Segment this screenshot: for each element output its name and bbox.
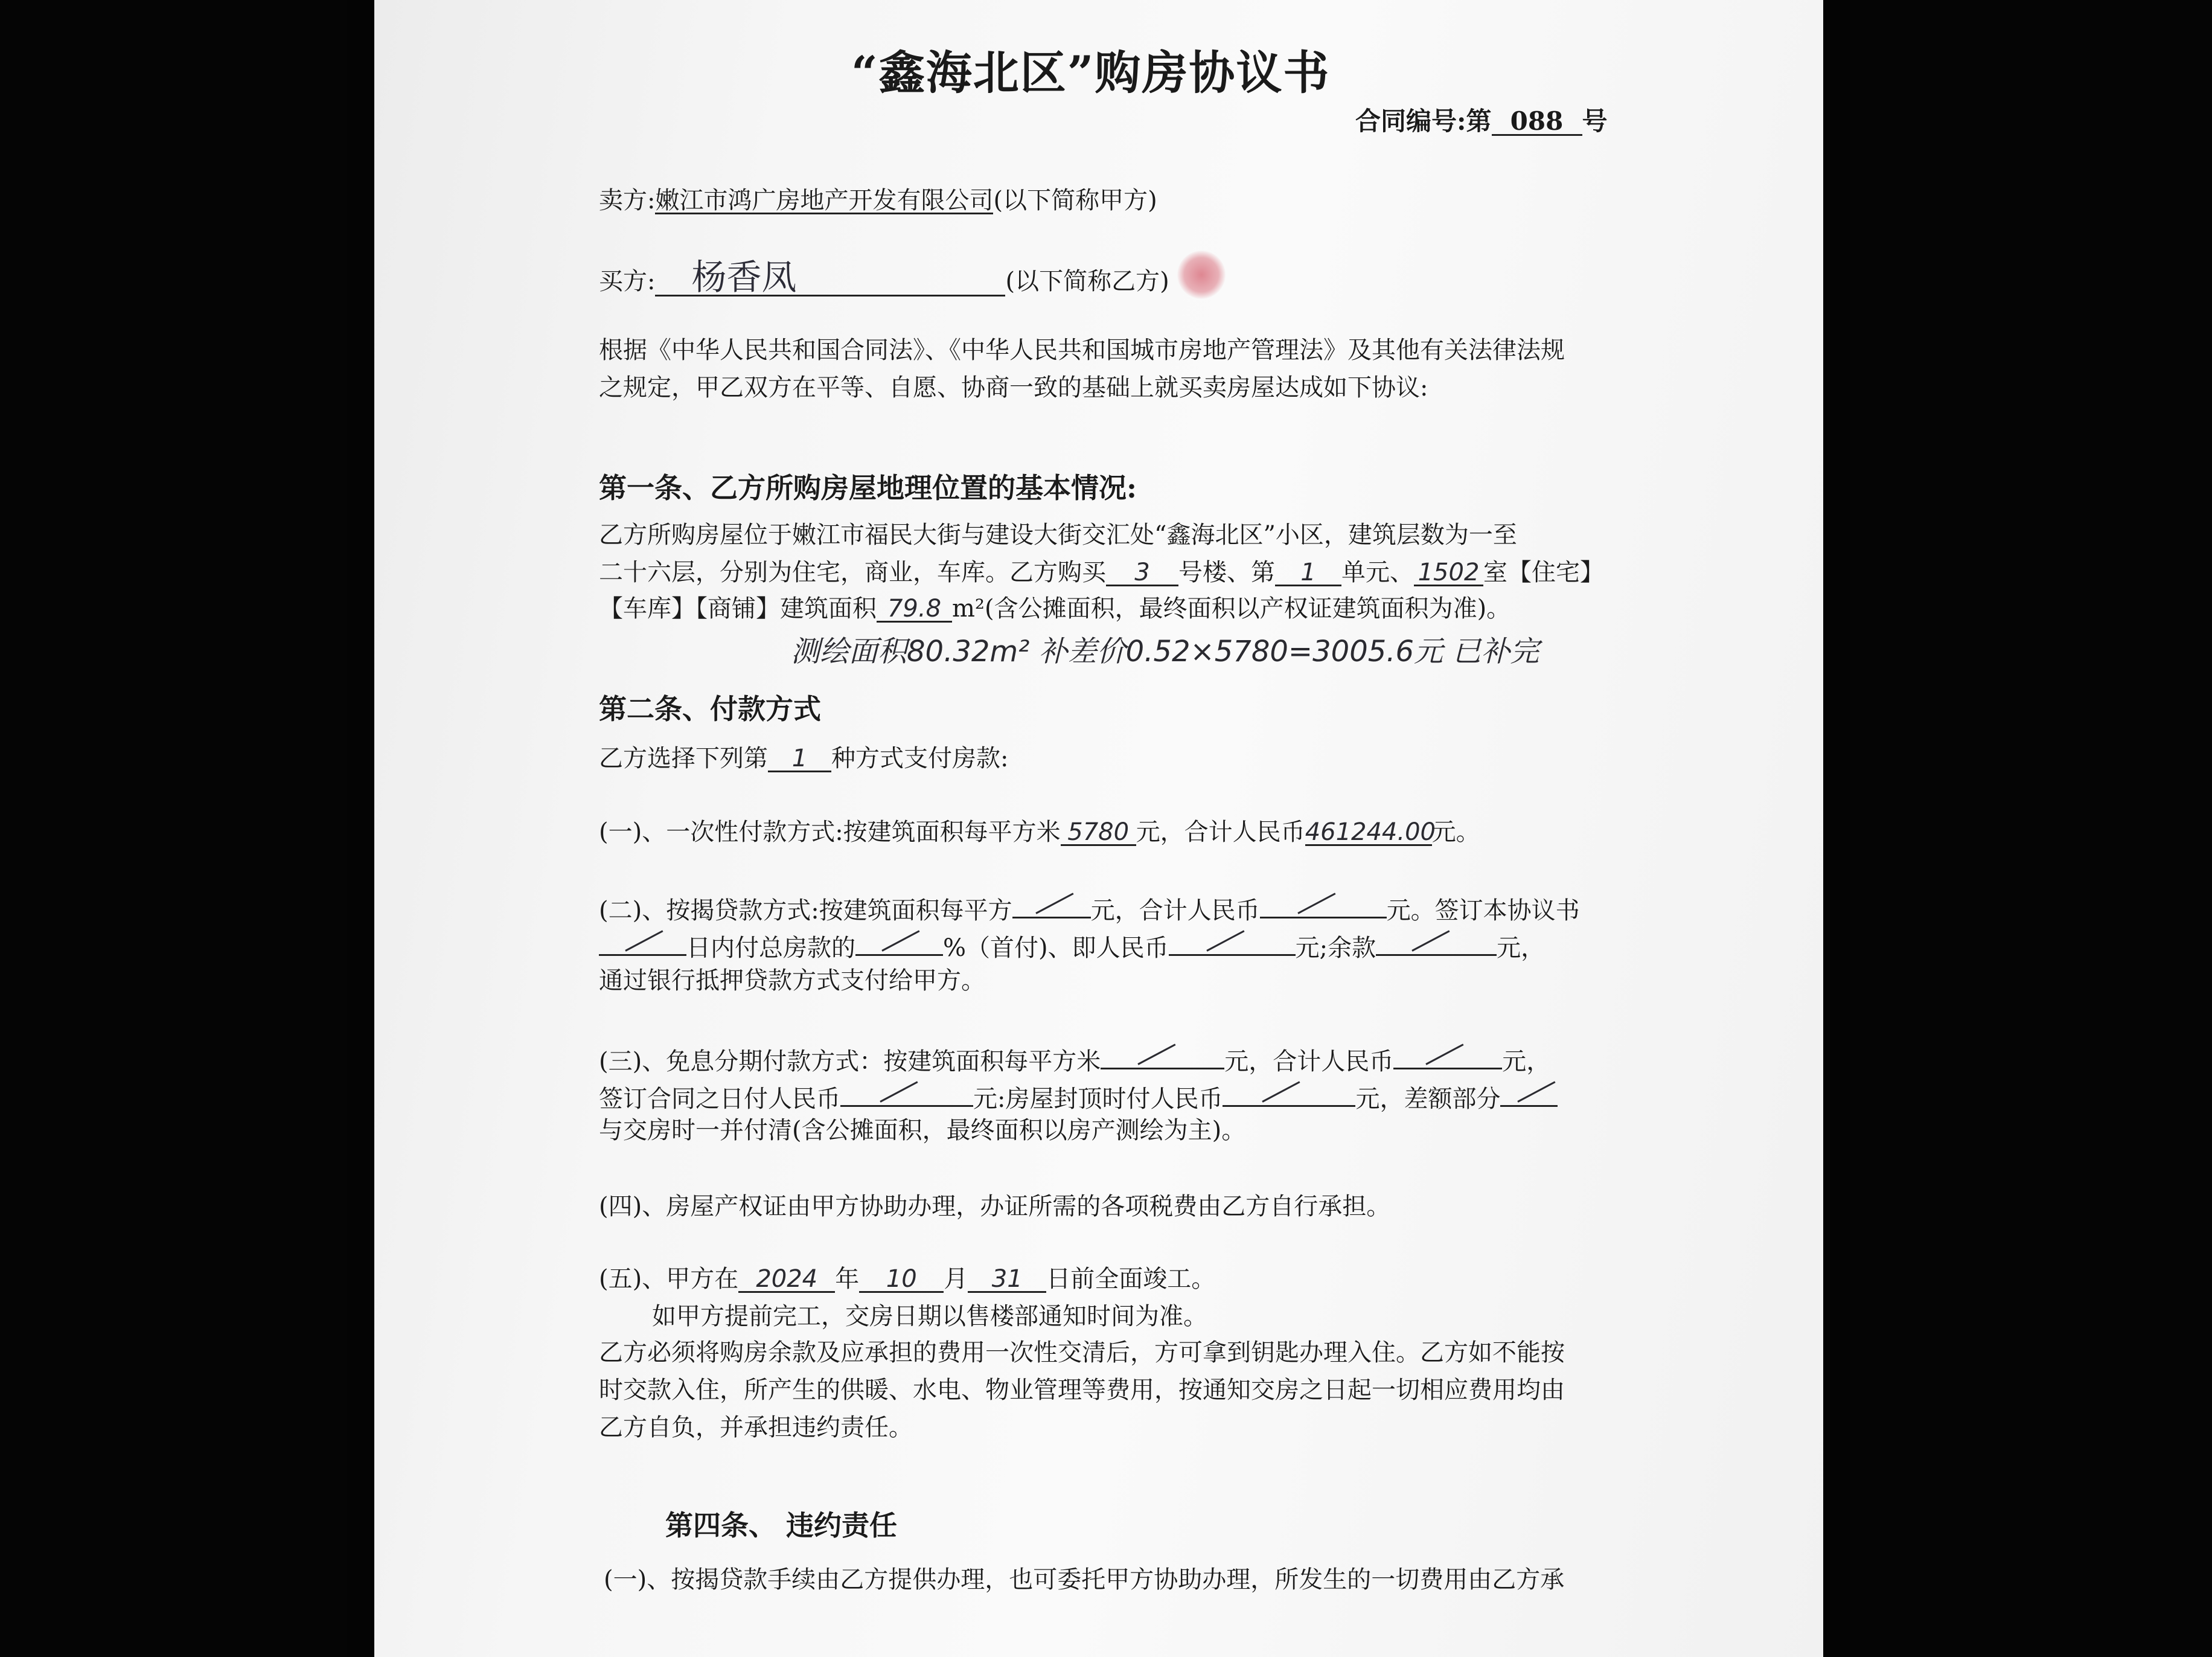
payment-choice-line: 乙方选择下列第 1 种方式支付房款:	[599, 745, 1009, 772]
room-number: 1502	[1414, 560, 1483, 586]
completion-month: 10	[859, 1267, 944, 1293]
unit-number: 1	[1275, 560, 1341, 586]
seller-line	[599, 188, 1157, 214]
payment-option-3-line-2: 签订合同之日付人民币 元:房屋封顶时付人民币 元，差额部分	[599, 1081, 1558, 1111]
preamble-line-1: 根据《中华人民共和国合同法》、《中华人民共和国城市房地产管理法》及其他有关法律法规	[599, 336, 1565, 364]
total-price: 461244.00	[1305, 818, 1436, 846]
art1-line-2: 二十六层，分别为住宅，商业，车库。乙方购买 3 号楼、第 1 单元、 1502 室【住宅】	[599, 559, 1604, 586]
art1-line-1: 乙方所购房屋位于嫩江市福民大街与建设大街交汇处“鑫海北区”小区，建筑层数为一至	[599, 521, 1517, 549]
payment-option-5-line-4: 时交款入住，所产生的供暖、水电、物业管理等费用，按通知交房之日起一切相应费用均由	[599, 1376, 1565, 1404]
unit-price: 5780	[1061, 820, 1136, 846]
completion-year: 2024	[738, 1267, 835, 1293]
seller-suffix: (以下简称甲方)	[993, 187, 1157, 214]
payment-option-5-line-2: 如甲方提前完工，交房日期以售楼部通知时间为准。	[652, 1303, 1207, 1330]
buyer-label: 买方:	[599, 268, 656, 295]
contract-number-suffix: 号	[1582, 106, 1608, 136]
handwritten-area-note: 测绘面积80.32m² 补差价0.52×5780=3005.6元 已补完	[791, 635, 1539, 668]
buyer-suffix: (以下简称乙方)	[1005, 268, 1169, 295]
payment-option-3-line-3: 与交房时一并付清(含公摊面积，最终面积以房产测绘为主)。	[599, 1117, 1246, 1144]
contract-number-prefix: 合同编号:第	[1355, 106, 1492, 136]
preamble-line-2: 之规定，甲乙双方在平等、自愿、协商一致的基础上就买卖房屋达成如下协议:	[599, 374, 1428, 402]
completion-day: 31	[968, 1267, 1046, 1293]
art1-line-3: 【车库】【商铺】建筑面积 79.8 m²(含公摊面积，最终面积以产权证建筑面积为准)。	[599, 595, 1511, 623]
article-4-heading: 第四条、 违约责任	[665, 1509, 898, 1542]
payment-option-3-line-1: (三)、免息分期付款方式：按建筑面积每平方米 元，合计人民币 元，	[599, 1043, 1550, 1074]
payment-option-5-line-3: 乙方必须将购房余款及应承担的费用一次性交清后，方可拿到钥匙办理入住。乙方如不能按	[599, 1339, 1565, 1367]
payment-option-2-line-2: 日内付总房款的 %（首付)、即人民币 元;余款 元，	[599, 930, 1545, 960]
payment-option-1: (一)、一次性付款方式:按建筑面积每平方米 5780 元，合计人民币461244.00元。	[599, 818, 1480, 846]
seller-name: 嫩江市鸿广房地产开发有限公司	[655, 187, 994, 214]
red-fingerprint	[1177, 251, 1226, 299]
payment-option-2-line-1: (二)、按揭贷款方式:按建筑面积每平方 元，合计人民币 元。签订本协议书	[599, 893, 1580, 923]
payment-choice-value: 1	[768, 746, 831, 772]
seller-label: 卖方:	[599, 187, 656, 214]
article-2-heading: 第二条、付款方式	[599, 693, 821, 725]
payment-option-4: (四)、房屋产权证由甲方协助办理，办证所需的各项税费由乙方自行承担。	[599, 1193, 1391, 1220]
article-4-line-1: (一)、按揭贷款手续由乙方提供办理，也可委托甲方协助办理，所发生的一切费用由乙方承	[604, 1566, 1565, 1594]
building-area: 79.8	[877, 597, 952, 623]
contract-number-value: 088	[1492, 109, 1582, 136]
payment-option-5-line-1: (五)、甲方在 2024 年 10 月 31 日前全面竣工。	[599, 1265, 1216, 1293]
buyer-line	[599, 257, 1169, 298]
article-1-heading: 第一条、乙方所购房屋地理位置的基本情况:	[599, 472, 1137, 504]
buyer-signature: 杨香凤	[691, 257, 797, 298]
building-number: 3	[1106, 560, 1178, 586]
payment-option-5-line-5: 乙方自负，并承担违约责任。	[599, 1414, 913, 1441]
contract-paper	[374, 0, 1823, 1657]
document-title: “鑫海北区”购房协议书	[851, 46, 1331, 100]
payment-option-2-line-3: 通过银行抵押贷款方式支付给甲方。	[599, 967, 985, 995]
contract-number	[1355, 106, 1608, 136]
